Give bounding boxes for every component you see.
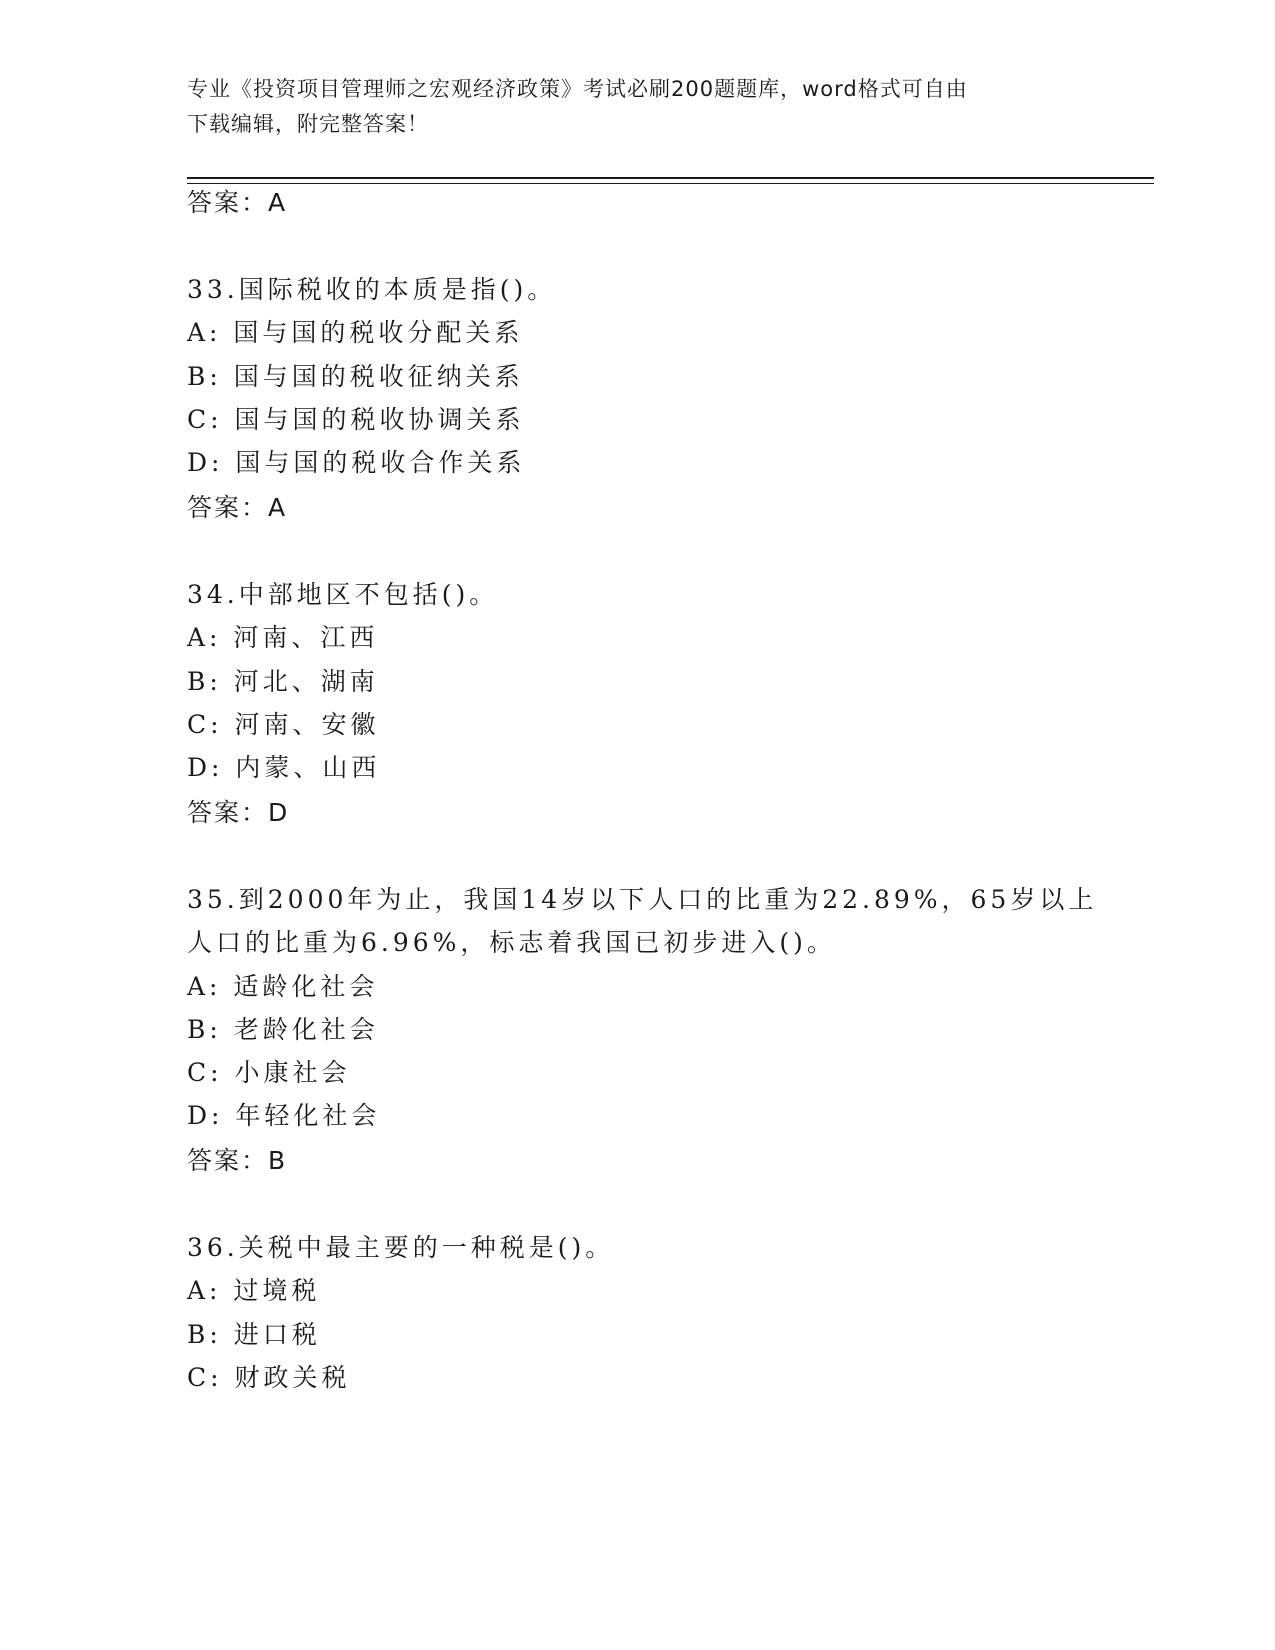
question-33-option-c: C: 国与国的税收协调关系 — [187, 405, 525, 434]
question-35-answer: 答案：B — [187, 1146, 288, 1175]
question-35-option-a: A: 适龄化社会 — [187, 972, 379, 1001]
question-33-option-d: D: 国与国的税收合作关系 — [187, 448, 526, 477]
question-34-stem: 34.中部地区不包括()。 — [187, 580, 499, 609]
header-line-1: 专业《投资项目管理师之宏观经济政策》考试必刷200题题库，word格式可自由 — [187, 77, 968, 101]
question-36-stem: 36.关税中最主要的一种税是()。 — [187, 1233, 615, 1262]
question-34-option-c: C: 河南、安徽 — [187, 710, 380, 739]
question-35-option-c: C: 小康社会 — [187, 1058, 351, 1087]
question-35-stem-line-2: 人口的比重为6.96%，标志着我国已初步进入()。 — [187, 928, 836, 957]
question-34-option-b: B: 河北、湖南 — [187, 667, 379, 696]
question-33-answer: 答案：A — [187, 493, 288, 522]
question-36-option-c: C: 财政关税 — [187, 1363, 351, 1392]
question-33-stem: 33.国际税收的本质是指()。 — [187, 275, 557, 304]
question-33-option-a: A: 国与国的税收分配关系 — [187, 318, 524, 347]
question-36-option-a: A: 过境税 — [187, 1276, 321, 1305]
question-35-option-d: D: 年轻化社会 — [187, 1101, 381, 1130]
question-33-option-b: B: 国与国的税收征纳关系 — [187, 362, 524, 391]
header-divider-thin — [187, 183, 1154, 184]
header-divider — [187, 177, 1154, 179]
question-34-answer: 答案：D — [187, 798, 290, 827]
question-35-stem-line-1: 35.到2000年为止，我国14岁以下人口的比重为22.89%，65岁以上 — [187, 885, 1098, 914]
document-header — [187, 72, 1067, 142]
answer-line: 答案：A — [187, 188, 288, 217]
question-35-option-b: B: 老龄化社会 — [187, 1015, 379, 1044]
header-line-2: 下载编辑，附完整答案！ — [187, 112, 429, 136]
question-34-option-d: D: 内蒙、山西 — [187, 753, 381, 782]
question-34-option-a: A: 河南、江西 — [187, 623, 379, 652]
question-36-option-b: B: 进口税 — [187, 1320, 321, 1349]
